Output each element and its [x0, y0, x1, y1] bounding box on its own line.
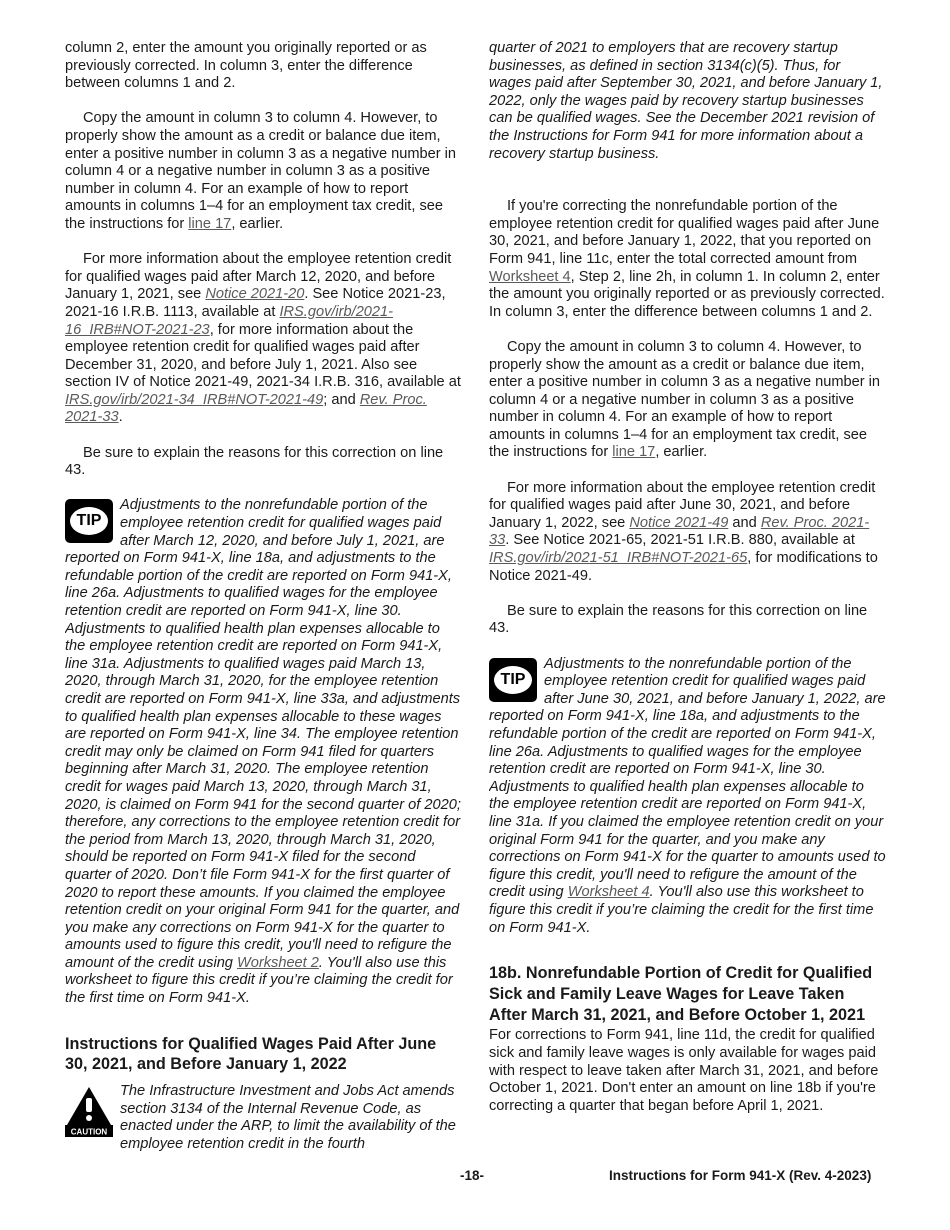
- text-run: .: [118, 409, 123, 426]
- caution-label: CAUTION: [70, 1127, 108, 1137]
- link-irb-2021-51[interactable]: IRS.gov/irb/2021-51_IRB#NOT-2021-65: [489, 550, 748, 567]
- text-run: , for modifications to Notice 2021-49.: [489, 550, 878, 584]
- link-notice-2021-20[interactable]: Notice 2021-20: [205, 286, 305, 303]
- left-paragraph-2: [65, 110, 462, 233]
- link-line-17[interactable]: line 17: [612, 444, 656, 461]
- left-paragraph-3: [65, 251, 462, 427]
- link-worksheet-4[interactable]: Worksheet 4: [567, 884, 650, 901]
- link-line-17[interactable]: line 17: [188, 215, 232, 232]
- text-run: If you're correcting the nonrefundable portion of the employee retention credit for qualified wages paid after June 30, 2021, and before January 1, 2022, that you reported on Form 941, line 11c, enter the total corrected amount from: [489, 198, 880, 267]
- text-run: For more information about the employee retention credit for qualified wages paid after June 30, 2021, and before January 1, 2022, see: [489, 479, 876, 531]
- right-paragraph-2: [489, 339, 886, 462]
- text-run: . See Notice 2021-23, 2021-16 I.R.B. 1113, available at: [65, 286, 446, 320]
- caution-icon: [65, 1085, 113, 1137]
- tip-text: [65, 497, 462, 1007]
- text-run: Adjustments to the nonrefundable portion of the employee retention credit for qualified wages paid after June 30, 2021, and before January 1, 2022, are reported on Form 941-X, line 18a, and adjustments to the refundable portion of the credit are reported on Form 941-X, line 26a. Adjustments to qualified wages for the employee retention credit are reported on Form 941-X, line 30. Adjustments to qualified health plan expenses allocable to the employee retention credit are reported on Form 941-X, line 31a. If you claimed the employee retention credit on your original Form 941 for the quarter, and you make any corrections on Form 941-X for the quarter to amounts used to figure this credit, you'll need to refigure the amount of the credit using: [489, 655, 886, 901]
- text-run: ; and: [323, 391, 360, 408]
- link-worksheet-2[interactable]: Worksheet 2: [236, 954, 319, 971]
- link-rev-proc-2021-33[interactable]: Rev. Proc. 2021-33: [65, 391, 427, 426]
- tip-label: TIP: [494, 666, 532, 694]
- right-column: [489, 40, 886, 1115]
- caution-box: [65, 1083, 462, 1153]
- text-run: Copy the amount in column 3 to column 4. However, to properly show the amount as a credit or balance due item, enter a positive number in column 3 as a negative number in column 4 or a negative number in column 3 as a positive number in column 4. For an example of how to report amounts in columns 1–4 for an employment tax credit, see the instructions for: [65, 110, 457, 232]
- right-paragraph-1: [489, 198, 886, 321]
- text-run: Adjustments to the nonrefundable portion of the employee retention credit for qualified wages paid after March 12, 2020, and before July 1, 2021, are reported on Form 941-X, line 18a, and adjustments to the refundable portion of the credit are reported on Form 941-X, line 26a. Adjustments to qualified wages for the employee retention credit are reported on Form 941-X, line 30. Adjustments to qualified health plan expenses allocable to the employee retention credit are reported on Form 941-X, line 31a. Adjustments to qualified wages paid March 13, 2020, through March 31, 2020, for the employee retention credit are reported on Form 941-X, line 33a, and adjustments to qualified health plan expenses allocable to these wages are reported on Form 941-X, line 34. The employee retention credit may only be claimed on Form 941 filed for quarters beginning after March 31, 2020. The employee retention credit for wages paid March 13, 2020, through March 31, 2020, is claimed on Form 941 for the second quarter of 2020; therefore, any corrections to the employee retention credit for the period from March 13, 2020, through March 31, 2020, should be reported on Form 941-X filed for the second quarter of 2020. Don’t file Form 941-X for the first quarter of 2020 to report these amounts. If you claimed the employee retention credit on your original Form 941 for the quarter, and you make any corrections on Form 941-X for the quarter to amounts used to figure this credit, you'll need to refigure the amount of the credit using: [65, 497, 461, 971]
- footer-form-title: Instructions for Form 941-X (Rev. 4-2023): [609, 1168, 872, 1183]
- left-paragraph-4: Be sure to explain the reasons for this correction on line 43.: [65, 444, 444, 479]
- text-run: and: [728, 514, 761, 531]
- section-heading-qualified-wages: Instructions for Qualified Wages Paid After June 30, 2021, and Before January 1, 2022: [65, 1034, 437, 1074]
- caution-text: The Infrastructure Investment and Jobs Act amends section 3134 of the Internal Revenue Code, as enacted under the ARP, to limit the availability of the employee retention credit in the fourth: [120, 1083, 456, 1153]
- text-run: . You'll also use this worksheet to figure this credit if you’re claiming the credit for the first time on Form 941-X.: [65, 954, 453, 1007]
- tip-box-right: [489, 656, 886, 938]
- text-run: , Step 2, line 2h, in column 1. In column 2, enter the amount you originally reported or as previously corrected. In column 3, enter the difference between columns 1 and 2.: [489, 268, 885, 320]
- right-paragraph-5: For corrections to Form 941, line 11d, the credit for qualified sick and family leave wages is only available for wages paid with respect to leave taken after March 31, 2021, and before October 1, 2021. Don't enter an amount on line 18b if you're correcting a quarter that began before April 1, 2021.: [489, 1027, 879, 1114]
- text-run: . See Notice 2021-65, 2021-51 I.R.B. 880, available at: [505, 532, 855, 549]
- text-run: , earlier.: [655, 444, 708, 461]
- link-irb-2021-16[interactable]: IRS.gov/irb/2021-16_IRB#NOT-2021-23: [65, 303, 394, 338]
- tip-text: [489, 656, 886, 938]
- text-run: , earlier.: [231, 215, 284, 232]
- tip-label: TIP: [70, 507, 108, 535]
- text-run: Copy the amount in column 3 to column 4. However, to properly show the amount as a credit or balance due item, enter a positive number in column 3 as a negative number in column 4 or a negative number in column 3 as a positive number in column 4. For an example of how to report amounts in columns 1–4 for an employment tax credit, see the instructions for: [489, 338, 881, 461]
- text-run: . You'll also use this worksheet to figure this credit if you’re claiming the credit for the first time on Form 941-X.: [489, 884, 874, 936]
- link-notice-2021-49[interactable]: Notice 2021-49: [629, 514, 729, 531]
- right-paragraph-3: [489, 480, 886, 586]
- caution-continuation: quarter of 2021 to employers that are recovery startup businesses, as defined in section 3134(c)(5). Thus, for wages paid after September 30, 2021, and before January 1, 2022, only the wages paid by recovery startup businesses can be qualified wages. See the December 2021 revision of the Instructions for Form 941 for more information about a recovery startup business.: [489, 40, 883, 162]
- text-run: For more information about the employee retention credit for qualified wages paid after March 12, 2020, and before January 1, 2021, see: [65, 251, 452, 303]
- link-rev-proc-2021-33[interactable]: Rev. Proc. 2021-33: [489, 514, 870, 549]
- left-column: [65, 40, 462, 1171]
- left-paragraph-1: column 2, enter the amount you originally reported or as previously corrected. In column 3, enter the difference between columns 1 and 2.: [65, 40, 427, 92]
- page-number: -18-: [460, 1168, 485, 1183]
- tip-box-left: [65, 497, 462, 1007]
- caution-triangle: [65, 1085, 113, 1137]
- link-irb-2021-34[interactable]: IRS.gov/irb/2021-34_IRB#NOT-2021-49: [65, 391, 324, 408]
- right-paragraph-4: Be sure to explain the reasons for this correction on line 43.: [489, 602, 868, 637]
- tip-icon: [65, 499, 113, 543]
- text-run: , for more information about the employee retention credit for qualified wages paid after December 31, 2020, and before July 1, 2021. Also see section IV of Notice 2021-49, 2021-34 I.R.B. 316, available at: [65, 321, 461, 391]
- section-heading-18b: 18b. Nonrefundable Portion of Credit for Qualified Sick and Family Leave Wages for Leave Taken After March 31, 2021, and Before October 1, 2021: [489, 964, 873, 1024]
- tip-icon: [489, 658, 537, 702]
- link-worksheet-4[interactable]: Worksheet 4: [489, 268, 571, 285]
